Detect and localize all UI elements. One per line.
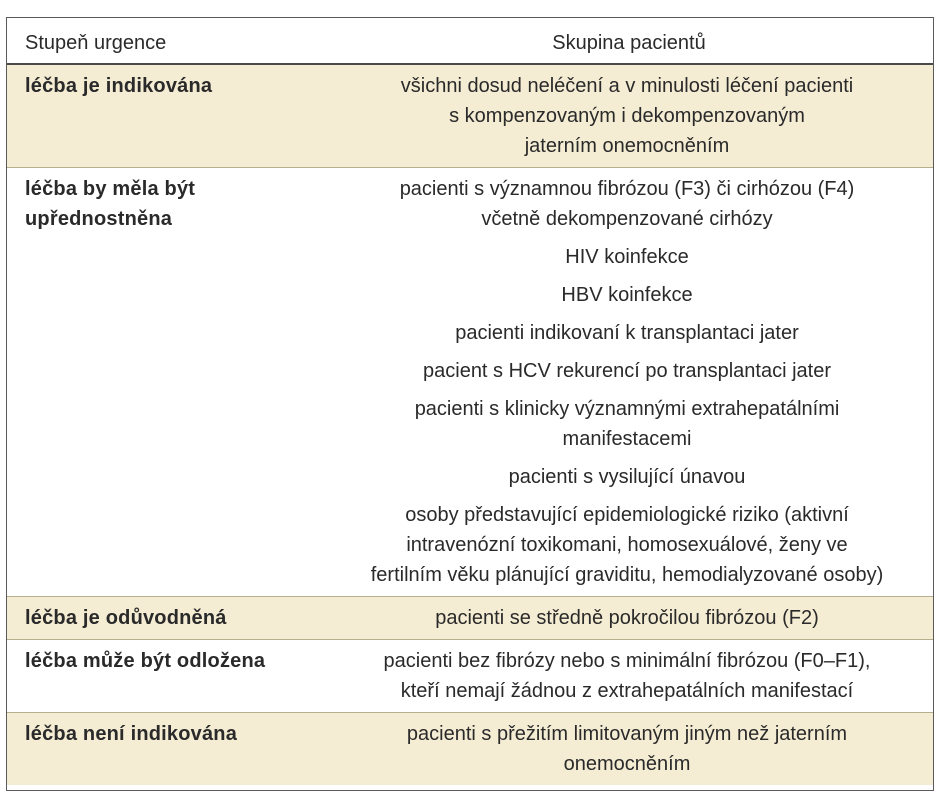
table-row — [7, 168, 933, 597]
urgency-cell: léčba by měla být upřednostněna — [7, 168, 325, 597]
patient-group-item: pacient s HCV rekurencí po transplantaci jater — [423, 360, 831, 382]
patient-group-item: HBV koinfekce — [561, 284, 693, 306]
patient-group-item: pacienti s významnou fibrózou (F3) či cirhózou (F4) včetně dekompenzované cirhózy — [399, 178, 855, 230]
patient-group-item: pacienti se středně pokročilou fibrózou (F2) — [435, 607, 819, 629]
header-row — [7, 18, 933, 64]
urgency-cell: léčba je odůvodněná — [7, 597, 325, 640]
table-row — [7, 640, 933, 713]
patient-group-cell — [325, 713, 933, 786]
patient-group-item: pacienti s přežitím limitovaným jiným než jaterním onemocněním — [406, 723, 848, 775]
patient-group-cell — [325, 597, 933, 640]
patient-group-cell — [325, 168, 933, 597]
patient-group-item: osoby představující epidemiologické riziko (aktivní intravenózní toxikomani, homosexuálové, ženy ve fertilním věku plánující graviditu, hemodialyzované osoby) — [370, 504, 884, 586]
urgency-cell: léčba může být odložena — [7, 640, 325, 713]
table-row — [7, 713, 933, 786]
header-urgency: Stupeň urgence — [7, 18, 325, 64]
table-body — [7, 64, 933, 785]
patient-group-item: pacienti s vysilující únavou — [508, 466, 746, 488]
table-row — [7, 597, 933, 640]
patient-group-item: HIV koinfekce — [565, 246, 689, 268]
table-frame — [6, 17, 934, 791]
patient-group-cell — [325, 640, 933, 713]
patient-group-item: pacienti s klinicky významnými extrahepatálními manifestacemi — [414, 398, 840, 450]
urgency-cell: léčba je indikována — [7, 64, 325, 168]
table-row — [7, 64, 933, 168]
patient-group-item: všichni dosud neléčení a v minulosti léčení pacienti s kompenzovaným i dekompenzovaným jaterním onemocněním — [400, 75, 854, 157]
patient-group-item: pacienti indikovaní k transplantaci jater — [455, 322, 799, 344]
patient-group-cell — [325, 64, 933, 168]
header-patient-group: Skupina pacientů — [325, 18, 933, 64]
urgency-cell: léčba není indikována — [7, 713, 325, 786]
patient-group-item: pacienti bez fibrózy nebo s minimální fibrózou (F0–F1), kteří nemají žádnou z extrahepatálních manifestací — [383, 650, 871, 702]
urgency-table — [7, 18, 933, 785]
